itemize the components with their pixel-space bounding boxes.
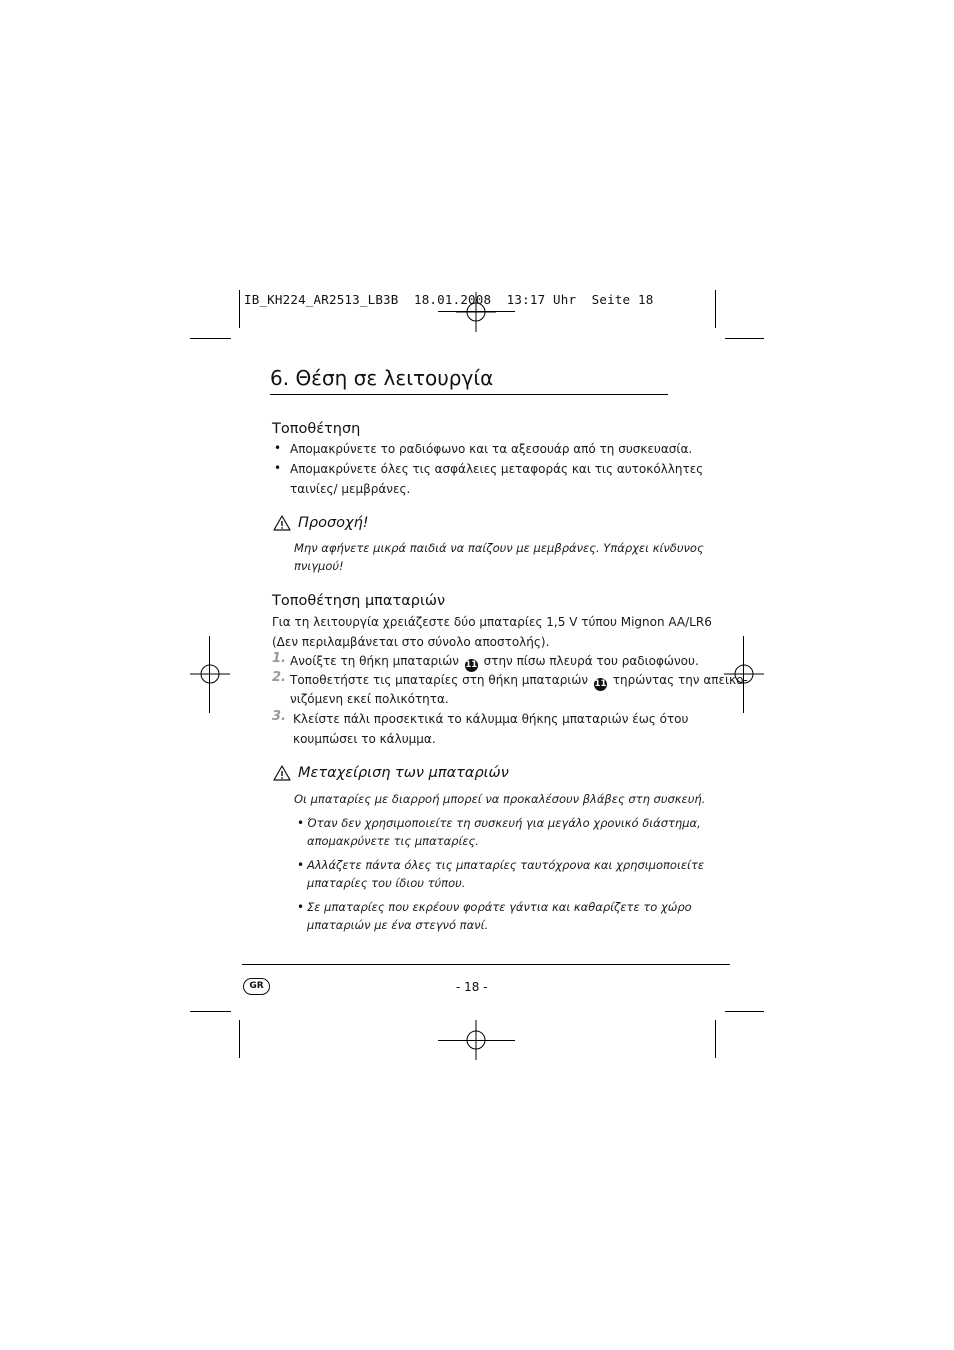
setup-heading: Τοποθέτηση	[272, 421, 361, 437]
setup-bullet-1: Απομακρύνετε το ραδιόφωνο και τα αξεσουάρ από τη συσκευασία.	[290, 442, 693, 456]
bullet-dot: •	[297, 858, 305, 872]
registration-line	[438, 311, 515, 312]
setup-bullet-2-cont: ταινίες/ μεμβράνες.	[290, 482, 411, 496]
crop-mark	[239, 1020, 240, 1058]
warning-bullet: Σε μπαταρίες που εκρέουν φοράτε γάντια και καθαρίζετε το χώρο	[307, 900, 692, 914]
crop-mark	[239, 290, 240, 328]
crop-mark	[715, 290, 716, 328]
registration-line	[209, 636, 210, 713]
part-reference-badge: 11	[465, 660, 478, 670]
step-number: 3.	[272, 709, 286, 724]
warning-bullet-cont: μπαταρίες του ίδιου τύπου.	[307, 876, 466, 890]
step-text: Ανοίξτε τη θήκη μπαταριών	[290, 654, 459, 668]
crop-mark	[725, 1011, 764, 1012]
bullet-dot: •	[297, 816, 305, 830]
step-text: τηρώντας την απεικο-	[612, 673, 748, 687]
warning-bullet-cont: απομακρύνετε τις μπαταρίες.	[307, 834, 479, 848]
warning-heading: Μεταχείριση των μπαταριών	[298, 765, 509, 781]
warning-bullet-cont: μπαταριών με ένα στεγνό πανί.	[307, 918, 489, 932]
crop-mark	[190, 1011, 231, 1012]
warning-heading: Προσοχή!	[298, 515, 369, 531]
step-text: Τοποθετήστε τις μπαταρίες στη θήκη μπαταριών	[290, 673, 589, 687]
crop-mark	[715, 1020, 716, 1058]
step-3-cont: κουμπώσει το κάλυμμα.	[293, 732, 436, 746]
step-3-text: Κλείστε πάλι προσεκτικά το κάλυμμα θήκης μπαταριών έως ότου	[293, 712, 689, 726]
batteries-intro-line: (Δεν περιλαμβάνεται στο σύνολο αποστολής).	[272, 635, 550, 649]
bullet-dot: •	[297, 900, 305, 914]
warning-triangle-icon	[273, 515, 291, 531]
step-number: 2.	[272, 670, 286, 685]
setup-bullet-2: Απομακρύνετε όλες τις ασφάλειες μεταφοράς και τις αυτοκόλλητες	[290, 462, 704, 476]
step-number: 1.	[272, 651, 286, 666]
title-underline	[270, 394, 668, 395]
warning-bullet: Αλλάζετε πάντα όλες τις μπαταρίες ταυτόχρονα και χρησιμοποιείτε	[307, 858, 705, 872]
warning-text-line: πνιγμού!	[294, 559, 344, 573]
bullet-dot: •	[274, 461, 282, 475]
language-badge: GR	[243, 978, 270, 995]
registration-mark-icon	[190, 654, 230, 694]
batteries-intro-line: Για τη λειτουργία χρειάζεστε δύο μπαταρίες 1,5 V τύπου Mignon AA/LR6	[272, 615, 712, 629]
print-slug: IB_KH224_AR2513_LB3B 18.01.2008 13:17 Uhr Seite 18	[244, 292, 654, 307]
batteries-heading: Τοποθέτηση μπαταριών	[272, 593, 446, 609]
section-title: 6. Θέση σε λειτουργία	[270, 366, 494, 390]
footer-rule	[242, 964, 730, 965]
step-2-cont: νιζόμενη εκεί πολικότητα.	[290, 692, 449, 706]
crop-mark	[725, 338, 764, 339]
registration-line	[438, 1040, 515, 1041]
part-reference-badge: 11	[594, 679, 607, 689]
warning-triangle-icon	[273, 765, 291, 781]
warning-bullet: Όταν δεν χρησιμοποιείτε τη συσκευή για μεγάλο χρονικό διάστημα,	[307, 816, 701, 830]
step-2-text	[290, 670, 748, 691]
page-number: - 18 -	[456, 980, 488, 994]
bullet-dot: •	[274, 441, 282, 455]
step-1-text	[290, 651, 699, 672]
warning-intro: Οι μπαταρίες με διαρροή μπορεί να προκαλέσουν βλάβες στη συσκευή.	[294, 792, 706, 806]
crop-mark	[190, 338, 231, 339]
warning-text-line: Μην αφήνετε μικρά παιδιά να παίζουν με μεμβράνες. Υπάρχει κίνδυνος	[294, 541, 704, 555]
step-text: στην πίσω πλευρά του ραδιοφώνου.	[483, 654, 699, 668]
